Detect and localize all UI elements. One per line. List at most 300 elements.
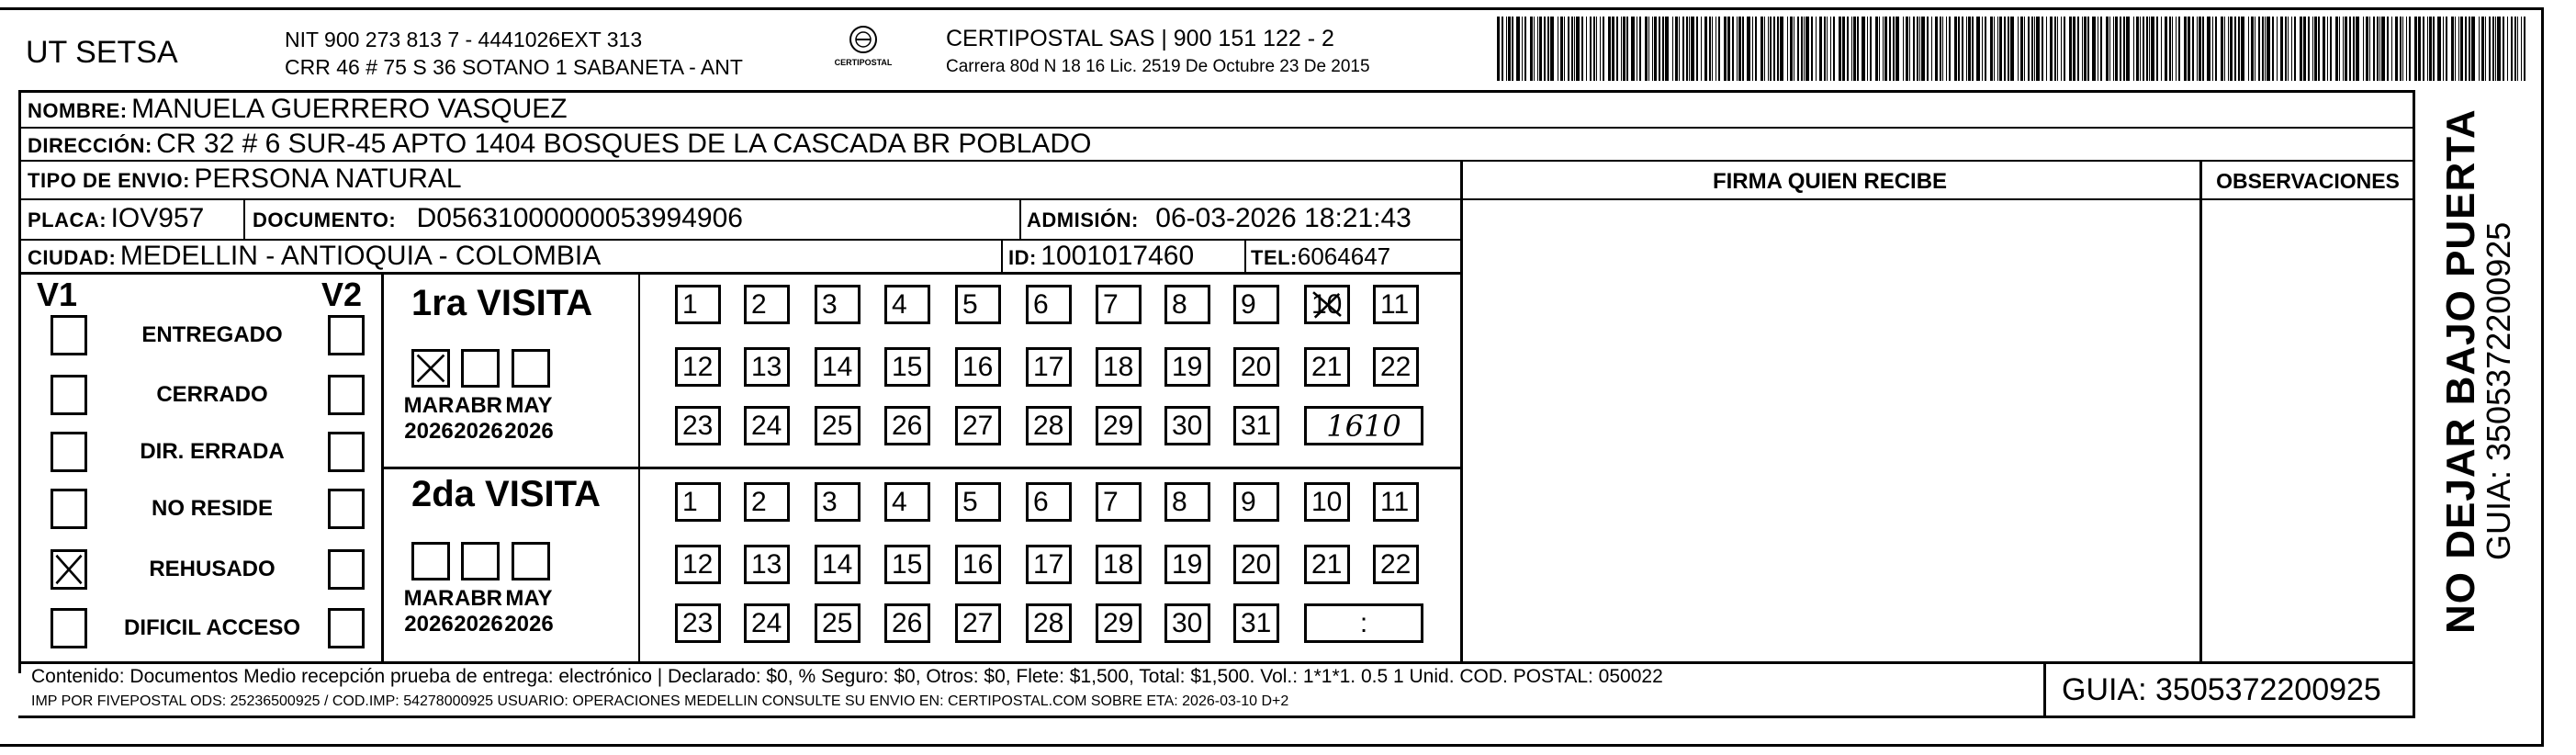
barcode-bar: [1560, 17, 1563, 81]
barcode-bar: [2414, 17, 2417, 81]
barcode-bar: [2433, 17, 2435, 81]
barcode-bar: [2215, 17, 2217, 81]
barcode-bar: [2446, 17, 2447, 81]
barcode-bar: [2294, 17, 2296, 81]
barcode-bar: [1867, 17, 1868, 81]
visit1-day-box[interactable]: 31: [1233, 406, 1279, 445]
barcode-bar: [2054, 17, 2056, 81]
admision-divider: [1019, 198, 1021, 239]
barcode-bar: [2356, 17, 2359, 81]
barcode-bar: [2507, 17, 2508, 81]
id-divider: [1001, 239, 1003, 272]
barcode-bar: [2188, 17, 2190, 81]
barcode-bar: [1648, 17, 1649, 81]
visit2-day-box[interactable]: 3: [815, 482, 861, 522]
barcode-bar: [2423, 17, 2424, 81]
barcode-bar: [1524, 17, 1526, 81]
barcode-bar: [1600, 17, 1601, 81]
admision-value: 06-03-2026 18:21:43: [1155, 203, 1412, 233]
status-label: DIR. ERRADA: [140, 439, 285, 464]
barcode-bar: [2285, 17, 2287, 81]
barcode-bar: [1550, 17, 1554, 81]
barcode-bar: [1571, 17, 1573, 81]
visit2-day-box[interactable]: 15: [884, 545, 930, 584]
barcode-bar: [2511, 17, 2514, 81]
barcode-bar: [1675, 17, 1678, 81]
visit1-day-box[interactable]: 15: [884, 347, 930, 387]
row-line-5: [18, 272, 1460, 275]
id-cell: [1008, 241, 1194, 272]
barcode-bar: [2024, 17, 2025, 81]
barcode-bar: [1544, 17, 1546, 81]
visit2-day-box[interactable]: 4: [884, 482, 930, 522]
visit2-day-box[interactable]: 1: [675, 482, 721, 522]
barcode-bar: [2140, 17, 2141, 81]
barcode-bar: [1581, 17, 1583, 81]
barcode-bar: [2303, 17, 2306, 81]
barcode-bar: [1752, 17, 1753, 81]
barcode-bar: [2323, 17, 2326, 81]
side-guia: GUIA: 3505372200925: [2480, 221, 2517, 560]
barcode-bar: [1639, 17, 1641, 81]
barcode-bar: [1801, 17, 1803, 81]
visit2-day-box[interactable]: 27: [955, 603, 1001, 643]
carrier-line: CERTIPOSTAL SAS | 900 151 122 - 2: [946, 26, 1334, 51]
visit2-day-box[interactable]: 14: [815, 545, 861, 584]
barcode-bar: [1816, 17, 1817, 81]
status-v1-checkbox[interactable]: [51, 432, 87, 472]
barcode-bar: [2221, 17, 2223, 81]
barcode-bar: [1903, 17, 1904, 81]
status-v1-checkbox[interactable]: [51, 375, 87, 415]
nombre-label: NOMBRE:: [28, 99, 128, 122]
barcode-bar: [2057, 17, 2058, 81]
barcode-bar: [2521, 17, 2522, 81]
barcode-bar: [1972, 17, 1974, 81]
barcode-bar: [1879, 17, 1880, 81]
visit1-time-box[interactable]: 1610: [1304, 406, 1423, 445]
visit1-day-box[interactable]: 4: [884, 285, 930, 324]
barcode-bar: [1935, 17, 1938, 81]
barcode-bar: [1773, 17, 1775, 81]
status-label: ENTREGADO: [141, 322, 283, 347]
visit1-day-box[interactable]: 21: [1304, 347, 1350, 387]
barcode-bar: [1672, 17, 1673, 81]
outer-bottom-line: [0, 744, 2544, 747]
barcode-bar: [1747, 17, 1750, 81]
barcode-bar: [1608, 17, 1611, 81]
barcode-bar: [1946, 17, 1947, 81]
barcode-bar: [1968, 17, 1971, 81]
nombre-row: [28, 94, 568, 125]
barcode-bar: [2469, 17, 2470, 81]
visit1-day-box[interactable]: 10: [1304, 285, 1350, 324]
barcode-bar: [1568, 17, 1569, 81]
footer-contenido: Contenido: Documentos Medio recepción prueba de entrega: electrónico | Declarado: $0, % Seguro: $0, Otros: $0, Flete: $1,500, Total: $1,500. Vol.: 1*1*1. 0.5 1 Unid. COD. POSTAL: 050022: [31, 666, 1663, 687]
visit1-day-box[interactable]: 30: [1164, 406, 1210, 445]
placa-label: PLACA:: [28, 208, 107, 231]
visit2-day-box[interactable]: 8: [1164, 482, 1210, 522]
barcode-bar: [1547, 17, 1549, 81]
visit1-month-checkbox[interactable]: [411, 349, 450, 388]
visit1-day-box[interactable]: 6: [1026, 285, 1072, 324]
visit2-day-box[interactable]: 12: [675, 545, 721, 584]
barcode-bar: [2069, 17, 2072, 81]
barcode-bar: [2429, 17, 2432, 81]
barcode-bar: [1760, 17, 1763, 81]
status-v1-checkbox[interactable]: [51, 489, 87, 529]
barcode-bar: [2004, 17, 2006, 81]
barcode-bar: [1927, 17, 1929, 81]
barcode-bar: [1827, 17, 1828, 81]
v1-label: V1: [37, 276, 78, 313]
nit-line: NIT 900 273 813 7 - 4441026EXT 313: [285, 28, 643, 51]
barcode-bar: [1982, 17, 1983, 81]
visit1-day-box[interactable]: 12: [675, 347, 721, 387]
barcode-bar: [1738, 17, 1741, 81]
barcode-bar: [2010, 17, 2014, 81]
barcode-bar: [2503, 17, 2504, 81]
barcode-bar: [2418, 17, 2421, 81]
tel-cell: [1251, 242, 1390, 271]
barcode-bar: [1994, 17, 1995, 81]
barcode-bar: [1659, 17, 1660, 81]
visit2-day-box[interactable]: 23: [675, 603, 721, 643]
barcode-bar: [2406, 17, 2407, 81]
barcode-bar: [2267, 17, 2270, 81]
visit1-day-box[interactable]: 18: [1096, 347, 1142, 387]
barcode-bar: [2387, 17, 2389, 81]
barcode-bar: [1883, 17, 1884, 81]
status-v2-checkbox[interactable]: [328, 432, 365, 472]
barcode-bar: [2036, 17, 2040, 81]
barcode-bar: [2335, 17, 2338, 81]
visit2-day-box[interactable]: 16: [955, 545, 1001, 584]
barcode-bar: [2251, 17, 2254, 81]
barcode-bar: [2495, 17, 2496, 81]
outer-top-line: [0, 7, 2544, 10]
visit2-day-box[interactable]: 19: [1164, 545, 1210, 584]
status-v2-checkbox[interactable]: [328, 375, 365, 415]
visit1-day-box[interactable]: 25: [815, 406, 861, 445]
visit1-day-box[interactable]: 5: [955, 285, 1001, 324]
barcode-bar: [1962, 17, 1963, 81]
visit1-day-box[interactable]: 1: [675, 285, 721, 324]
barcode-bar: [1701, 17, 1702, 81]
id-label: ID:: [1008, 246, 1037, 269]
visit2-month-checkbox[interactable]: [461, 542, 500, 580]
barcode-bar: [1718, 17, 1720, 81]
barcode-bar: [1626, 17, 1628, 81]
barcode-bar: [1997, 17, 1998, 81]
visit1-day-box[interactable]: 27: [955, 406, 1001, 445]
status-v2-checkbox[interactable]: [328, 549, 365, 590]
visit2-day-box[interactable]: 7: [1096, 482, 1142, 522]
barcode-bar: [1564, 17, 1565, 81]
barcode-bar: [2395, 17, 2398, 81]
visit2-day-box[interactable]: 24: [744, 603, 790, 643]
barcode-bar: [2517, 17, 2518, 81]
barcode-bar: [1497, 17, 1500, 81]
barcode-bar: [2082, 17, 2083, 81]
barcode-bar: [1537, 17, 1538, 81]
barcode-bar: [2212, 17, 2213, 81]
barcode-bar: [1842, 17, 1845, 81]
barcode-bar: [2143, 17, 2144, 81]
barcode-bar: [1990, 17, 1993, 81]
barcode-bar: [1512, 17, 1513, 81]
visit1-day-box[interactable]: 22: [1373, 347, 1419, 387]
visit1-month-label: MAR 2026: [403, 393, 455, 444]
barcode-bar: [1704, 17, 1707, 81]
visit1-day-box[interactable]: 14: [815, 347, 861, 387]
barcode-bar: [2202, 17, 2204, 81]
barcode-bar: [1889, 17, 1891, 81]
barcode-bar: [1847, 17, 1849, 81]
barcode-bar: [1631, 17, 1635, 81]
barcode-bar: [1917, 17, 1918, 81]
visit1-day-box[interactable]: 23: [675, 406, 721, 445]
status-v2-checkbox[interactable]: [328, 315, 365, 355]
visit-separator: [381, 467, 1462, 469]
barcode-bar: [1516, 17, 1520, 81]
barcode-bar: [1679, 17, 1680, 81]
barcode-bar: [2258, 17, 2260, 81]
barcode-bar: [1906, 17, 1908, 81]
barcode-bar: [2391, 17, 2392, 81]
visit1-month-checkbox[interactable]: [512, 349, 550, 388]
barcode-bar: [1875, 17, 1878, 81]
visit2-day-box[interactable]: 31: [1233, 603, 1279, 643]
barcode-bar: [2291, 17, 2292, 81]
barcode-bar: [2345, 17, 2347, 81]
visit2-day-box[interactable]: 6: [1026, 482, 1072, 522]
status-label: DIFICIL ACCESO: [123, 615, 300, 640]
visit2-day-box[interactable]: 25: [815, 603, 861, 643]
barcode-bar: [2460, 17, 2463, 81]
barcode-bar: [1777, 17, 1779, 81]
barcode-bar: [2113, 17, 2114, 81]
barcode-bar: [1985, 17, 1986, 81]
barcode-bar: [1909, 17, 1910, 81]
visit2-day-box[interactable]: 11: [1373, 482, 1419, 522]
barcode-bar: [2228, 17, 2229, 81]
company-name: UT SETSA: [26, 35, 178, 70]
barcode-bar: [1502, 17, 1503, 81]
guia-box-left-line: [2043, 661, 2046, 716]
barcode-bar: [1724, 17, 1727, 81]
barcode-bar: [1830, 17, 1831, 81]
barcode-bar: [2106, 17, 2109, 81]
barcode-bar: [2192, 17, 2194, 81]
barcode-bar: [1764, 17, 1765, 81]
barcode-bar: [1768, 17, 1769, 81]
barcode-bar: [2514, 17, 2516, 81]
barcode-bar: [2272, 17, 2274, 81]
direccion-label: DIRECCIÓN:: [28, 134, 152, 157]
barcode-bar: [2277, 17, 2278, 81]
barcode-bar: [2343, 17, 2344, 81]
address-line: CRR 46 # 75 S 36 SOTANO 1 SABANETA - ANT: [285, 55, 743, 79]
status-v1-checkbox[interactable]: [51, 608, 87, 648]
barcode-bar: [2100, 17, 2102, 81]
barcode-bar: [2018, 17, 2019, 81]
barcode-bar: [1574, 17, 1575, 81]
barcode-bar: [1804, 17, 1805, 81]
barcode-bar: [2034, 17, 2035, 81]
tel-divider: [1244, 239, 1246, 272]
visit2-day-box[interactable]: 30: [1164, 603, 1210, 643]
barcode-bar: [2136, 17, 2139, 81]
outer-right-line: [2541, 7, 2544, 747]
visit1-day-box[interactable]: 19: [1164, 347, 1210, 387]
barcode-bar: [2184, 17, 2187, 81]
barcode-bar: [2339, 17, 2340, 81]
barcode-bar: [2353, 17, 2355, 81]
barcode-bar: [1862, 17, 1865, 81]
barcode-bar: [2465, 17, 2467, 81]
barcode-bar: [2161, 17, 2162, 81]
barcode-bar: [1616, 17, 1618, 81]
visit2-month-label: MAR 2026: [403, 586, 455, 637]
visit2-day-box[interactable]: 21: [1304, 545, 1350, 584]
barcode-bar: [2330, 17, 2332, 81]
barcode-bar: [1689, 17, 1690, 81]
barcode-bar: [2123, 17, 2125, 81]
visit1-day-box[interactable]: 7: [1096, 285, 1142, 324]
visit1-day-box[interactable]: 24: [744, 406, 790, 445]
status-v1-checkbox[interactable]: [51, 549, 87, 590]
visit1-day-box[interactable]: 26: [884, 406, 930, 445]
barcode-bar: [2064, 17, 2065, 81]
barcode-bar: [2402, 17, 2403, 81]
barcode-bar: [2327, 17, 2328, 81]
barcode-bar: [1999, 17, 2002, 81]
barcode-bar: [1603, 17, 1604, 81]
barcode-bar: [1596, 17, 1597, 81]
barcode-bar: [2238, 17, 2240, 81]
visit2-day-box[interactable]: 20: [1233, 545, 1279, 584]
barcode-bar: [2241, 17, 2244, 81]
barcode-bar: [1770, 17, 1772, 81]
barcode-bar: [2437, 17, 2441, 81]
barcode-bar: [2087, 17, 2089, 81]
barcode-bar: [1893, 17, 1895, 81]
barcode-bar: [2363, 17, 2364, 81]
visit2-day-box[interactable]: 10: [1304, 482, 1350, 522]
visit2-day-box[interactable]: 5: [955, 482, 1001, 522]
barcode-bar: [1884, 17, 1887, 81]
logo-text: CERTIPOSTAL: [834, 58, 893, 67]
barcode-bar: [2314, 17, 2317, 81]
barcode-bar: [1612, 17, 1614, 81]
firma-header: FIRMA QUIEN RECIBE: [1712, 169, 1948, 194]
barcode-bar: [1790, 17, 1793, 81]
barcode-bar: [2300, 17, 2302, 81]
barcode-bar: [2369, 17, 2370, 81]
barcode-bar: [1696, 17, 1698, 81]
visit2-month-checkbox[interactable]: [411, 542, 450, 580]
visit1-day-box[interactable]: 29: [1096, 406, 1142, 445]
visit1-day-box[interactable]: 16: [955, 347, 1001, 387]
visit2-day-box[interactable]: 17: [1026, 545, 1072, 584]
barcode-bar: [2115, 17, 2118, 81]
barcode-bar: [1621, 17, 1622, 81]
visit2-day-box[interactable]: 18: [1096, 545, 1142, 584]
barcode-bar: [2312, 17, 2313, 81]
visit2-day-box[interactable]: 29: [1096, 603, 1142, 643]
barcode-bar: [1645, 17, 1648, 81]
barcode-bar: [2224, 17, 2225, 81]
barcode-bar: [1931, 17, 1932, 81]
status-v2-checkbox[interactable]: [328, 608, 365, 648]
barcode-bar: [1797, 17, 1799, 81]
visit1-day-box[interactable]: 17: [1026, 347, 1072, 387]
visit2-day-box[interactable]: 9: [1233, 482, 1279, 522]
visit2-day-box[interactable]: 2: [744, 482, 790, 522]
visit1-day-box[interactable]: 9: [1233, 285, 1279, 324]
status-v1-checkbox[interactable]: [51, 315, 87, 355]
barcode-bar: [2207, 17, 2210, 81]
barcode-bar: [1709, 17, 1711, 81]
barcode-bar: [2084, 17, 2087, 81]
barcode-bar: [1506, 17, 1507, 81]
barcode-bar: [1732, 17, 1734, 81]
barcode-bar: [2042, 17, 2043, 81]
logo-circle-icon: [845, 24, 882, 55]
visit2-month-checkbox[interactable]: [512, 542, 550, 580]
id-value: 1001017460: [1041, 241, 1195, 271]
visit1-day-box[interactable]: 13: [744, 347, 790, 387]
barcode-bar: [1737, 17, 1738, 81]
barcode-bar: [2120, 17, 2121, 81]
visit1-day-box[interactable]: 28: [1026, 406, 1072, 445]
visit2-day-box[interactable]: 13: [744, 545, 790, 584]
visit1-day-box[interactable]: 3: [815, 285, 861, 324]
barcode-bar: [2092, 17, 2096, 81]
barcode-bar: [2288, 17, 2289, 81]
ciudad-value: MEDELLIN - ANTIOQUIA - COLOMBIA: [119, 241, 602, 271]
barcode-bar: [1530, 17, 1533, 81]
visit2-time-box[interactable]: :: [1304, 603, 1423, 643]
visit1-day-box[interactable]: 20: [1233, 347, 1279, 387]
status-v2-checkbox[interactable]: [328, 489, 365, 529]
visit1-day-box[interactable]: 2: [744, 285, 790, 324]
visit2-day-box[interactable]: 26: [884, 603, 930, 643]
visit1-day-box[interactable]: 11: [1373, 285, 1419, 324]
barcode-bar: [2073, 17, 2075, 81]
barcode-bar: [1686, 17, 1688, 81]
barcode-bar: [2485, 17, 2486, 81]
visit2-day-box[interactable]: 28: [1026, 603, 1072, 643]
status-label: CERRADO: [156, 382, 268, 407]
barcode-bar: [1853, 17, 1856, 81]
barcode-bar: [1949, 17, 1951, 81]
barcode-bar: [1522, 17, 1523, 81]
footer-imp: IMP POR FIVEPOSTAL ODS: 25236500925 / COD.IMP: 54278000925 USUARIO: OPERACIONES MEDELLIN CONSULTE SU ENVIO EN: CERTIPOSTAL.COM SOBRE ETA: 2026-03-10 D+2: [31, 693, 1289, 709]
barcode-bar: [2046, 17, 2047, 81]
barcode-bar: [2497, 17, 2501, 81]
visit1-month-checkbox[interactable]: [461, 349, 500, 388]
placa-value: IOV957: [110, 203, 205, 233]
visit1-day-box[interactable]: 8: [1164, 285, 1210, 324]
barcode-bar: [1976, 17, 1980, 81]
barcode-bar: [2443, 17, 2444, 81]
barcode-bar: [1851, 17, 1852, 81]
visit2-day-box[interactable]: 22: [1373, 545, 1419, 584]
visit2-month-label: ABR 2026: [454, 586, 503, 637]
certipostal-logo: [822, 24, 905, 79]
